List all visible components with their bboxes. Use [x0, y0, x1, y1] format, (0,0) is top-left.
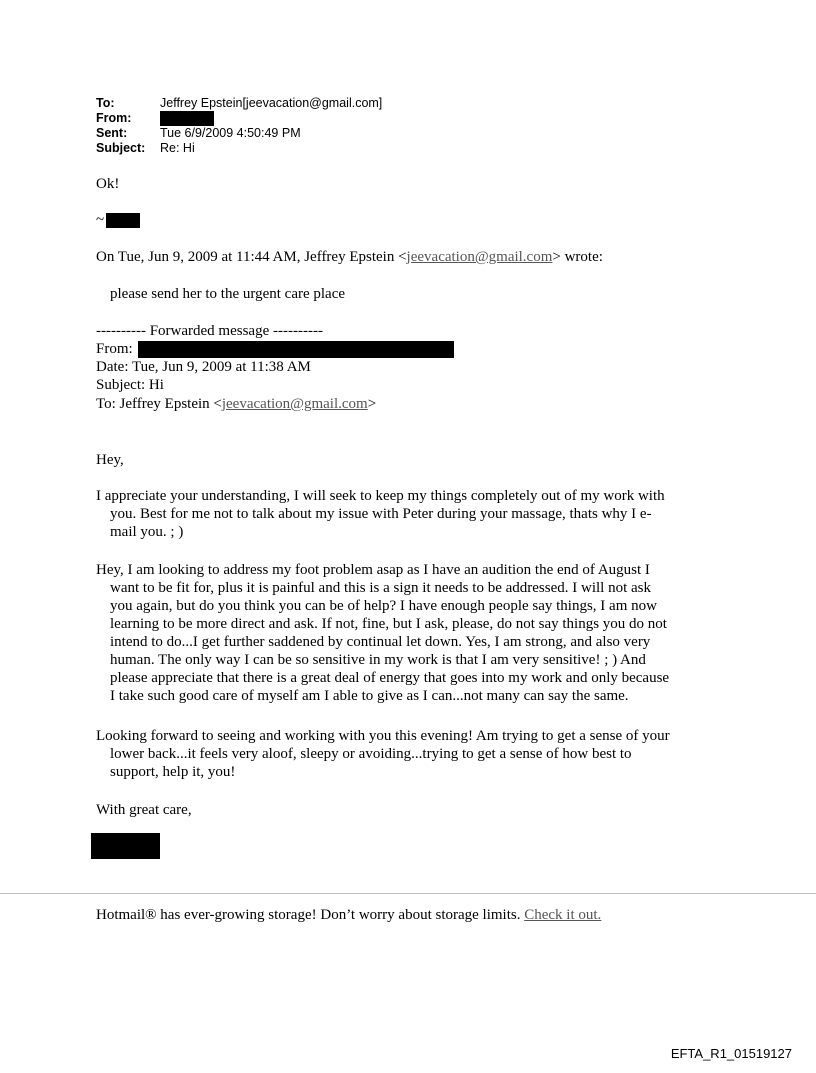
paragraph-line: Hey, I am looking to address my foot problem asap as I have an audition the end of August I [96, 562, 650, 578]
quoted-message: please send her to the urgent care place [110, 286, 346, 302]
email-link[interactable]: jeevacation@gmail.com [221, 396, 368, 412]
paragraph-line: Looking forward to seeing and working with you this evening! Am trying to get a sense of your [96, 728, 670, 744]
signature-tilde: ~ [96, 212, 105, 228]
reply-text: Ok! [96, 176, 120, 192]
paragraph-line: please appreciate that there is a great deal of energy that goes into my work and only because [110, 670, 670, 686]
to-value: Jeffrey Epstein[jeevacation@gmail.com] [160, 96, 383, 110]
paragraph-line: learning to be more direct and ask. If not, fine, but I ask, please, do not say things you do not [110, 616, 667, 632]
body-paragraph [96, 487, 716, 541]
forwarded-subject: Subject: Hi [96, 377, 164, 393]
body-paragraph [96, 727, 716, 781]
email-link[interactable]: jeevacation@gmail.com [406, 249, 553, 265]
body-closing: With great care, [96, 802, 192, 818]
paragraph-line: you again, but do you think you can be of help? I have enough people say things, I am now [110, 598, 657, 614]
ad-text: Hotmail® has ever-growing storage! Don’t worry about storage limits. [96, 907, 525, 923]
paragraph-line: human. The only way I can be so sensitive in my work is that I am very sensitive! ; ) And [110, 652, 646, 668]
forwarded-to: To: Jeffrey Epstein <jeevacation@gmail.com> [96, 396, 377, 412]
paragraph-line: want to be fit for, plus it is painful and this is a sign it needs to be addressed. I will not ask [110, 580, 651, 596]
body-greeting: Hey, [96, 452, 124, 468]
redaction-block [91, 833, 160, 859]
paragraph-line: I appreciate your understanding, I will seek to keep my things completely out of my work with [96, 488, 665, 504]
subject-value: Re: Hi [160, 141, 195, 155]
check-it-out-link[interactable]: Check it out. [524, 907, 602, 923]
hotmail-ad [96, 906, 601, 924]
reply-signature [96, 211, 140, 229]
redaction-block [106, 213, 140, 228]
sent-value: Tue 6/9/2009 4:50:49 PM [160, 126, 301, 140]
sent-label: Sent: [96, 126, 128, 140]
document-id: EFTA_R1_01519127 [670, 1046, 792, 1061]
forwarded-separator: ---------- Forwarded message ---------- [96, 323, 323, 339]
subject-label: Subject: [96, 141, 146, 155]
quote-attribution: On Tue, Jun 9, 2009 at 11:44 AM, Jeffrey Epstein <jeevacation@gmail.com> wrote: [96, 249, 603, 265]
redaction-block [160, 111, 214, 126]
paragraph-line: mail you. ; ) [110, 524, 184, 540]
paragraph-line: intend to do...I get further saddened by continual let down. Yes, I am strong, and also very [110, 634, 651, 650]
from-label: From: [96, 111, 132, 125]
to-label: To: [96, 96, 115, 110]
paragraph-line: you. Best for me not to talk about my issue with Peter during your massage, thats why I e- [110, 506, 652, 522]
redaction-block [138, 341, 454, 358]
divider [0, 893, 816, 894]
forwarded-from: From: [96, 340, 454, 358]
forwarded-date: Date: Tue, Jun 9, 2009 at 11:38 AM [96, 359, 311, 375]
body-paragraph [96, 561, 716, 705]
paragraph-line: lower back...it feels very aloof, sleepy or avoiding...trying to get a sense of how best to [110, 746, 632, 762]
paragraph-line: support, help it, you! [110, 764, 236, 780]
paragraph-line: I take such good care of myself am I able to give as I can...not many can say the same. [110, 688, 629, 704]
